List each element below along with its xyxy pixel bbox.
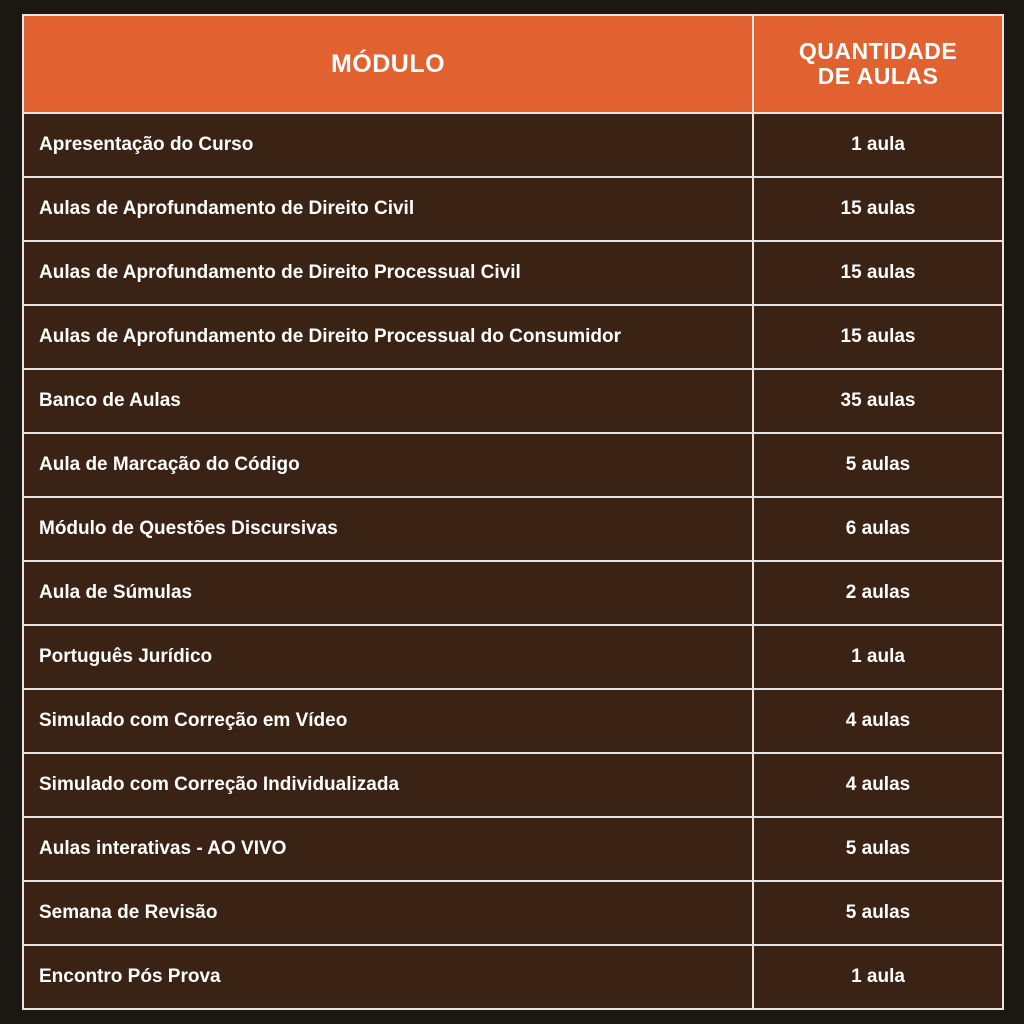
table-row [23, 433, 1003, 497]
header-quantity-line1: QUANTIDADE [798, 38, 958, 64]
quantity-cell: 4 aulas [753, 689, 1003, 753]
quantity-cell: 15 aulas [753, 241, 1003, 305]
module-cell: Aulas de Aprofundamento de Direito Processual do Consumidor [23, 305, 753, 369]
table-row [23, 497, 1003, 561]
quantity-cell: 35 aulas [753, 369, 1003, 433]
quantity-cell: 5 aulas [753, 433, 1003, 497]
table-row [23, 561, 1003, 625]
quantity-cell: 1 aula [753, 945, 1003, 1009]
module-cell: Encontro Pós Prova [23, 945, 753, 1009]
module-cell: Aula de Súmulas [23, 561, 753, 625]
quantity-cell: 4 aulas [753, 753, 1003, 817]
quantity-cell: 1 aula [753, 625, 1003, 689]
module-cell: Simulado com Correção em Vídeo [23, 689, 753, 753]
module-cell: Aulas de Aprofundamento de Direito Civil [23, 177, 753, 241]
module-cell: Apresentação do Curso [23, 113, 753, 177]
module-cell: Banco de Aulas [23, 369, 753, 433]
header-quantity-line2: DE AULAS [817, 63, 939, 89]
module-cell: Simulado com Correção Individualizada [23, 753, 753, 817]
table-row [23, 817, 1003, 881]
header-module: MÓDULO [23, 15, 753, 113]
table-row [23, 753, 1003, 817]
table-row [23, 241, 1003, 305]
module-cell: Aula de Marcação do Código [23, 433, 753, 497]
table-row [23, 305, 1003, 369]
quantity-cell: 1 aula [753, 113, 1003, 177]
quantity-cell: 15 aulas [753, 305, 1003, 369]
module-cell: Semana de Revisão [23, 881, 753, 945]
module-cell: Aulas interativas - AO VIVO [23, 817, 753, 881]
table-row [23, 945, 1003, 1009]
table-row [23, 689, 1003, 753]
header-quantity [753, 15, 1003, 113]
quantity-cell: 2 aulas [753, 561, 1003, 625]
table-row [23, 113, 1003, 177]
quantity-cell: 15 aulas [753, 177, 1003, 241]
table-row [23, 881, 1003, 945]
module-cell: Aulas de Aprofundamento de Direito Processual Civil [23, 241, 753, 305]
table-row [23, 369, 1003, 433]
table-header-row [23, 15, 1003, 113]
module-cell: Português Jurídico [23, 625, 753, 689]
quantity-cell: 6 aulas [753, 497, 1003, 561]
course-modules-table [22, 14, 1004, 1010]
course-modules-table-container [22, 14, 1002, 1010]
quantity-cell: 5 aulas [753, 817, 1003, 881]
table-row [23, 625, 1003, 689]
quantity-cell: 5 aulas [753, 881, 1003, 945]
table-row [23, 177, 1003, 241]
module-cell: Módulo de Questões Discursivas [23, 497, 753, 561]
